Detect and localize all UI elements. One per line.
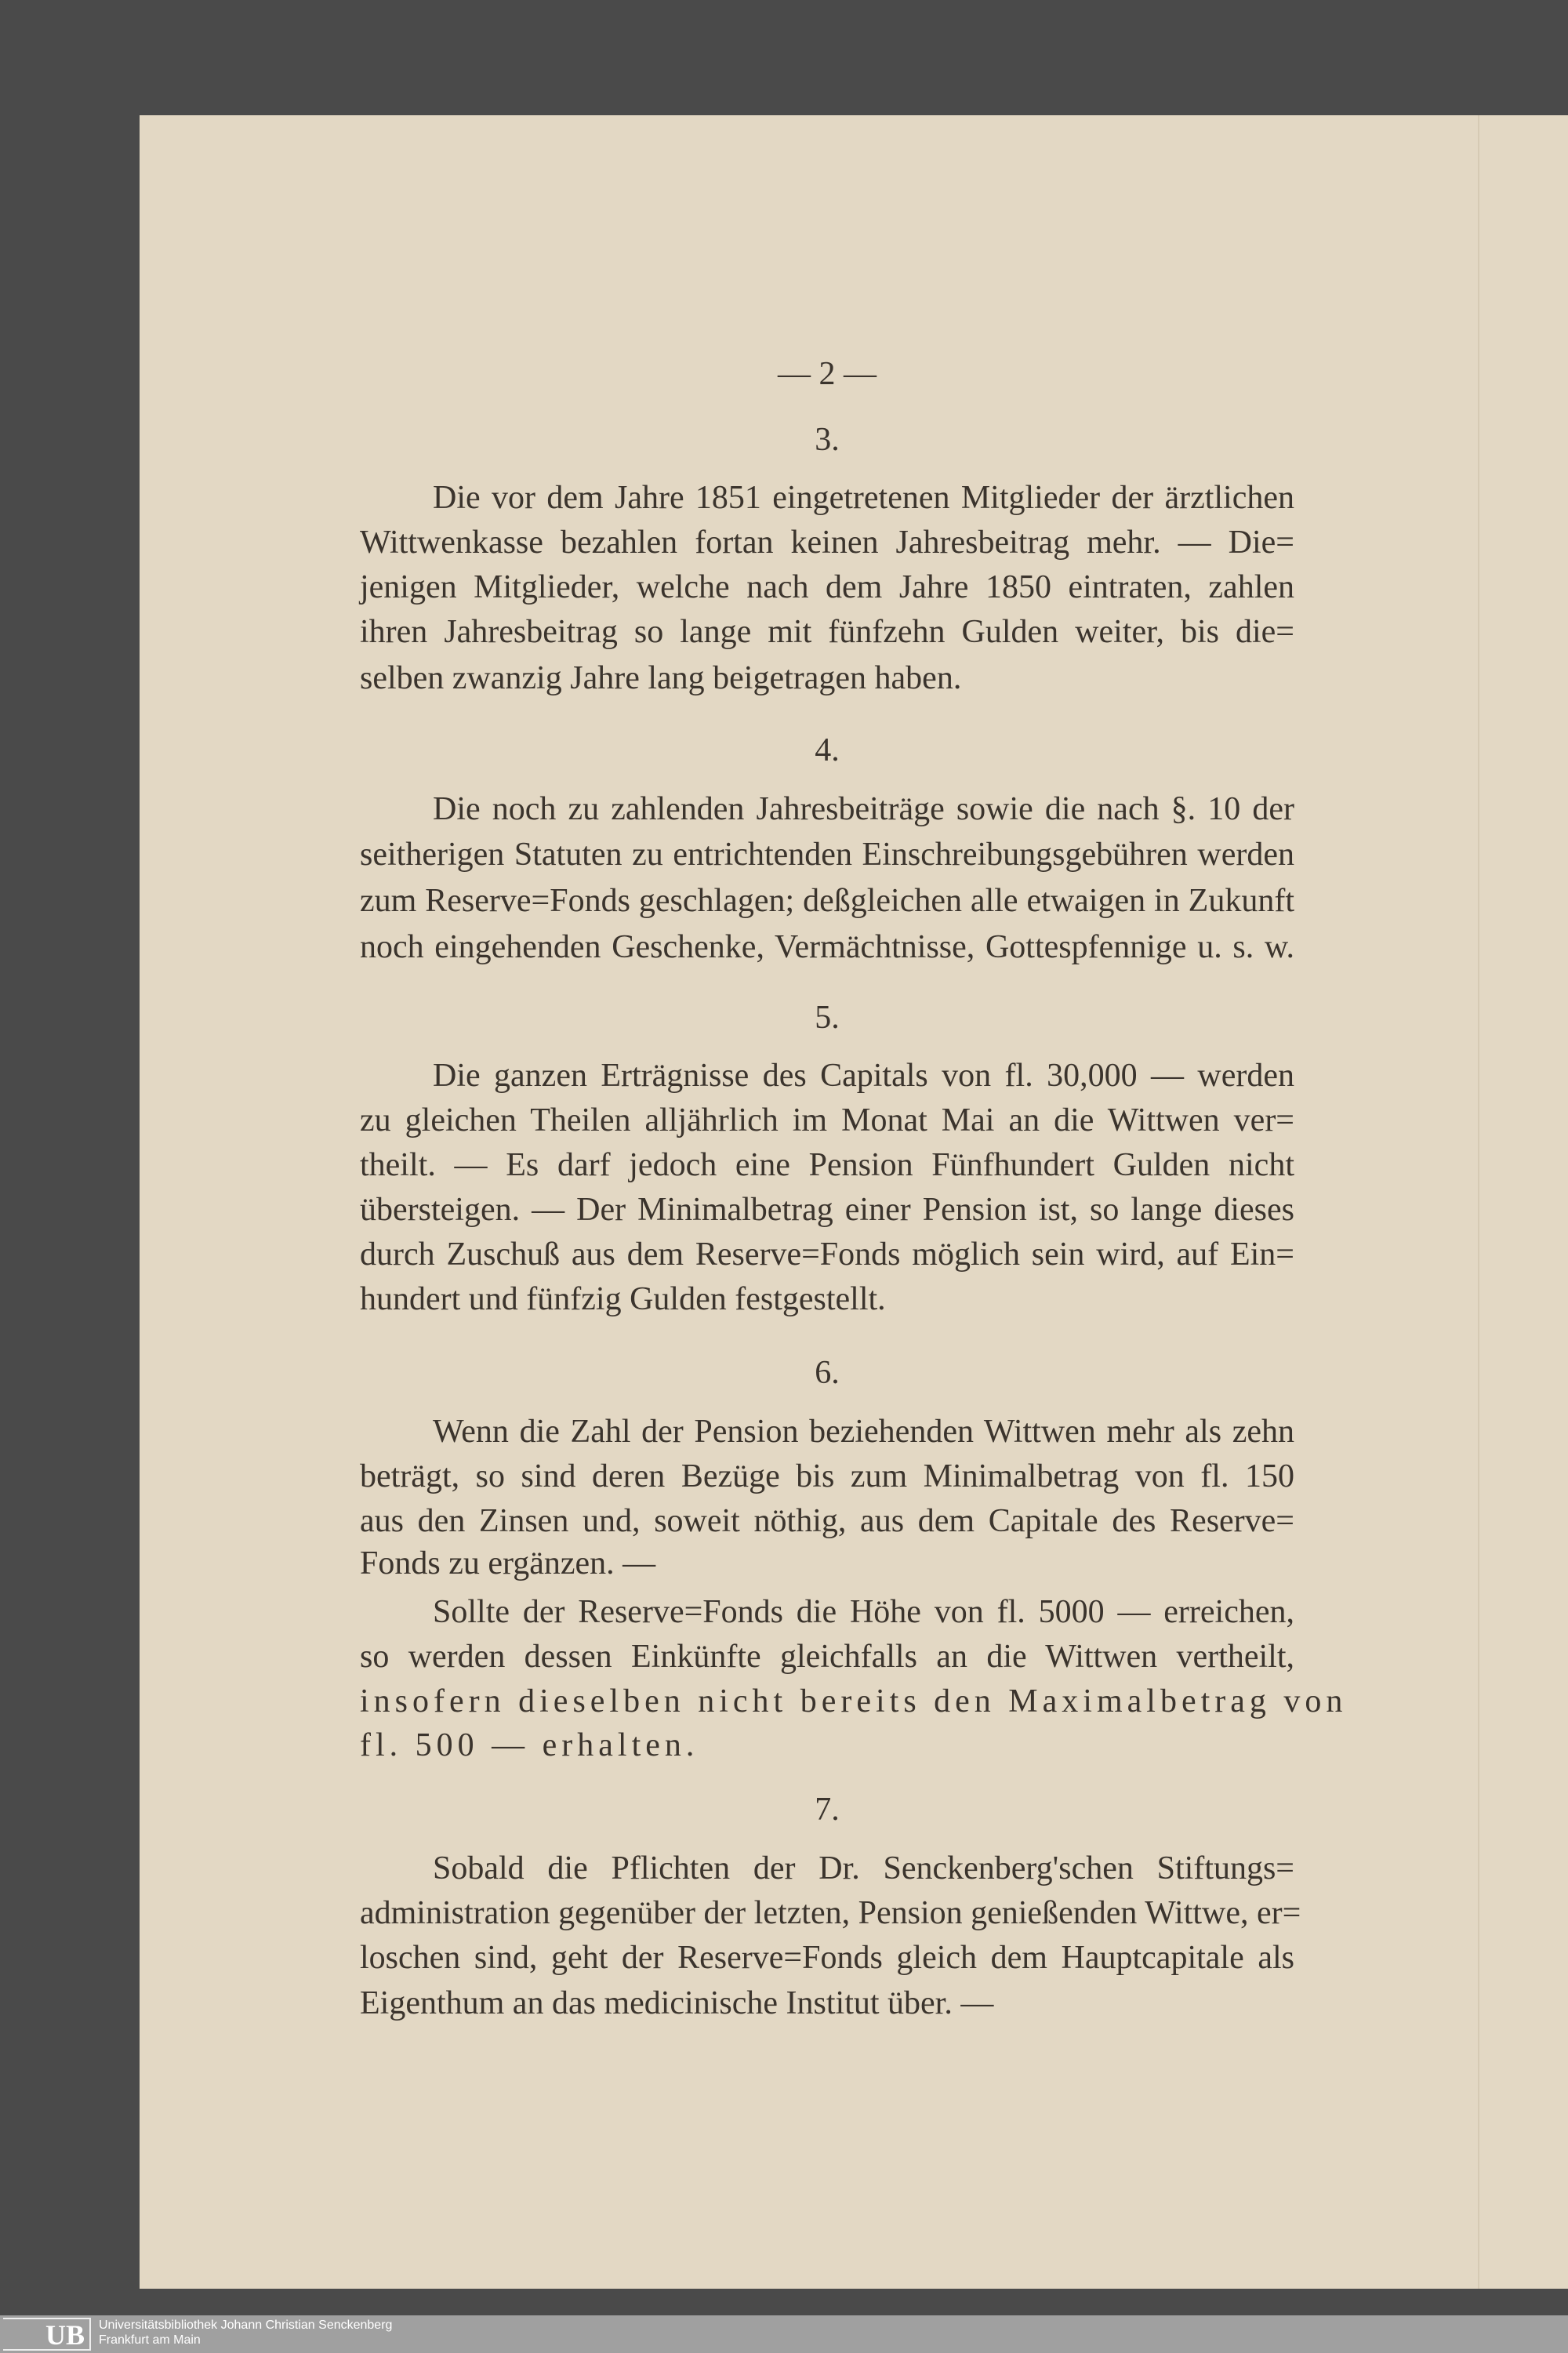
page-fold-line — [1478, 115, 1479, 2289]
text-line: hundert und fünfzig Gulden festgestellt. — [360, 1281, 886, 1317]
text-line: fl. 500 — erhalten. — [360, 1727, 699, 1763]
text-line: theilt. — Es darf jedoch eine Pension Fünfhundert Gulden nicht — [360, 1147, 1294, 1183]
text-line: beträgt, so sind deren Bezüge bis zum Minimalbetrag von fl. 150 — [360, 1458, 1294, 1494]
text-line: Die ganzen Erträgnisse des Capitals von fl. 30,000 — werden — [433, 1058, 1294, 1094]
section-heading-7: 7. — [815, 1792, 840, 1828]
library-name — [99, 2318, 392, 2348]
section-heading-6: 6. — [815, 1355, 840, 1391]
text-line: selben zwanzig Jahre lang beigetragen haben. — [360, 660, 962, 696]
text-line: so werden dessen Einkünfte gleichfalls an die Wittwen vertheilt, — [360, 1639, 1294, 1675]
text-line: seitherigen Statuten zu entrichtenden Einschreibungsgebühren werden — [360, 837, 1294, 873]
text-line: übersteigen. — Der Minimalbetrag einer Pension ist, so lange dieses — [360, 1192, 1294, 1228]
text-line: Wittwenkasse bezahlen fortan keinen Jahresbeitrag mehr. — Die= — [360, 525, 1294, 561]
text-line: jenigen Mitglieder, welche nach dem Jahre 1850 eintraten, zahlen — [360, 569, 1294, 605]
library-logo: UB — [3, 2318, 91, 2351]
text-line: aus den Zinsen und, soweit nöthig, aus dem Capitale des Reserve= — [360, 1503, 1294, 1539]
text-line: administration gegenüber der letzten, Pension genießenden Wittwe, er= — [360, 1895, 1301, 1931]
library-name-line1: Universitätsbibliothek Johann Christian Senckenberg — [99, 2319, 393, 2332]
text-line: Sobald die Pflichten der Dr. Senckenberg'schen Stiftungs= — [433, 1850, 1294, 1886]
text-line: Die noch zu zahlenden Jahresbeiträge sowie die nach §. 10 der — [433, 791, 1294, 827]
text-line: noch eingehenden Geschenke, Vermächtnisse, Gottespfennige u. s. w. — [360, 929, 1294, 965]
text-line: Wenn die Zahl der Pension beziehenden Wittwen mehr als zehn — [433, 1414, 1294, 1450]
section-heading-3: 3. — [815, 422, 840, 458]
text-line: zum Reserve=Fonds geschlagen; deßgleichen alle etwaigen in Zukunft — [360, 883, 1294, 919]
text-line: durch Zuschuß aus dem Reserve=Fonds möglich sein wird, auf Ein= — [360, 1236, 1294, 1273]
text-line: insofern dieselben nicht bereits den Maximalbetrag von — [360, 1683, 1348, 1719]
text-line: Die vor dem Jahre 1851 eingetretenen Mitglieder der ärztlichen — [433, 480, 1294, 516]
text-line: Sollte der Reserve=Fonds die Höhe von fl. 5000 — erreichen, — [433, 1594, 1294, 1630]
text-line: Eigenthum an das medicinische Institut über. — — [360, 1985, 994, 2021]
text-line: ihren Jahresbeitrag so lange mit fünfzehn Gulden weiter, bis die= — [360, 614, 1294, 650]
text-line: zu gleichen Theilen alljährlich im Monat Mai an die Wittwen ver= — [360, 1102, 1294, 1138]
text-line: loschen sind, geht der Reserve=Fonds gleich dem Hauptcapitale als — [360, 1940, 1294, 1976]
section-heading-4: 4. — [815, 732, 840, 768]
library-name-line2: Frankfurt am Main — [99, 2333, 201, 2347]
text-line: Fonds zu ergänzen. — — [360, 1545, 656, 1581]
page-number: — 2 — — [778, 356, 877, 392]
section-heading-5: 5. — [815, 1000, 840, 1036]
